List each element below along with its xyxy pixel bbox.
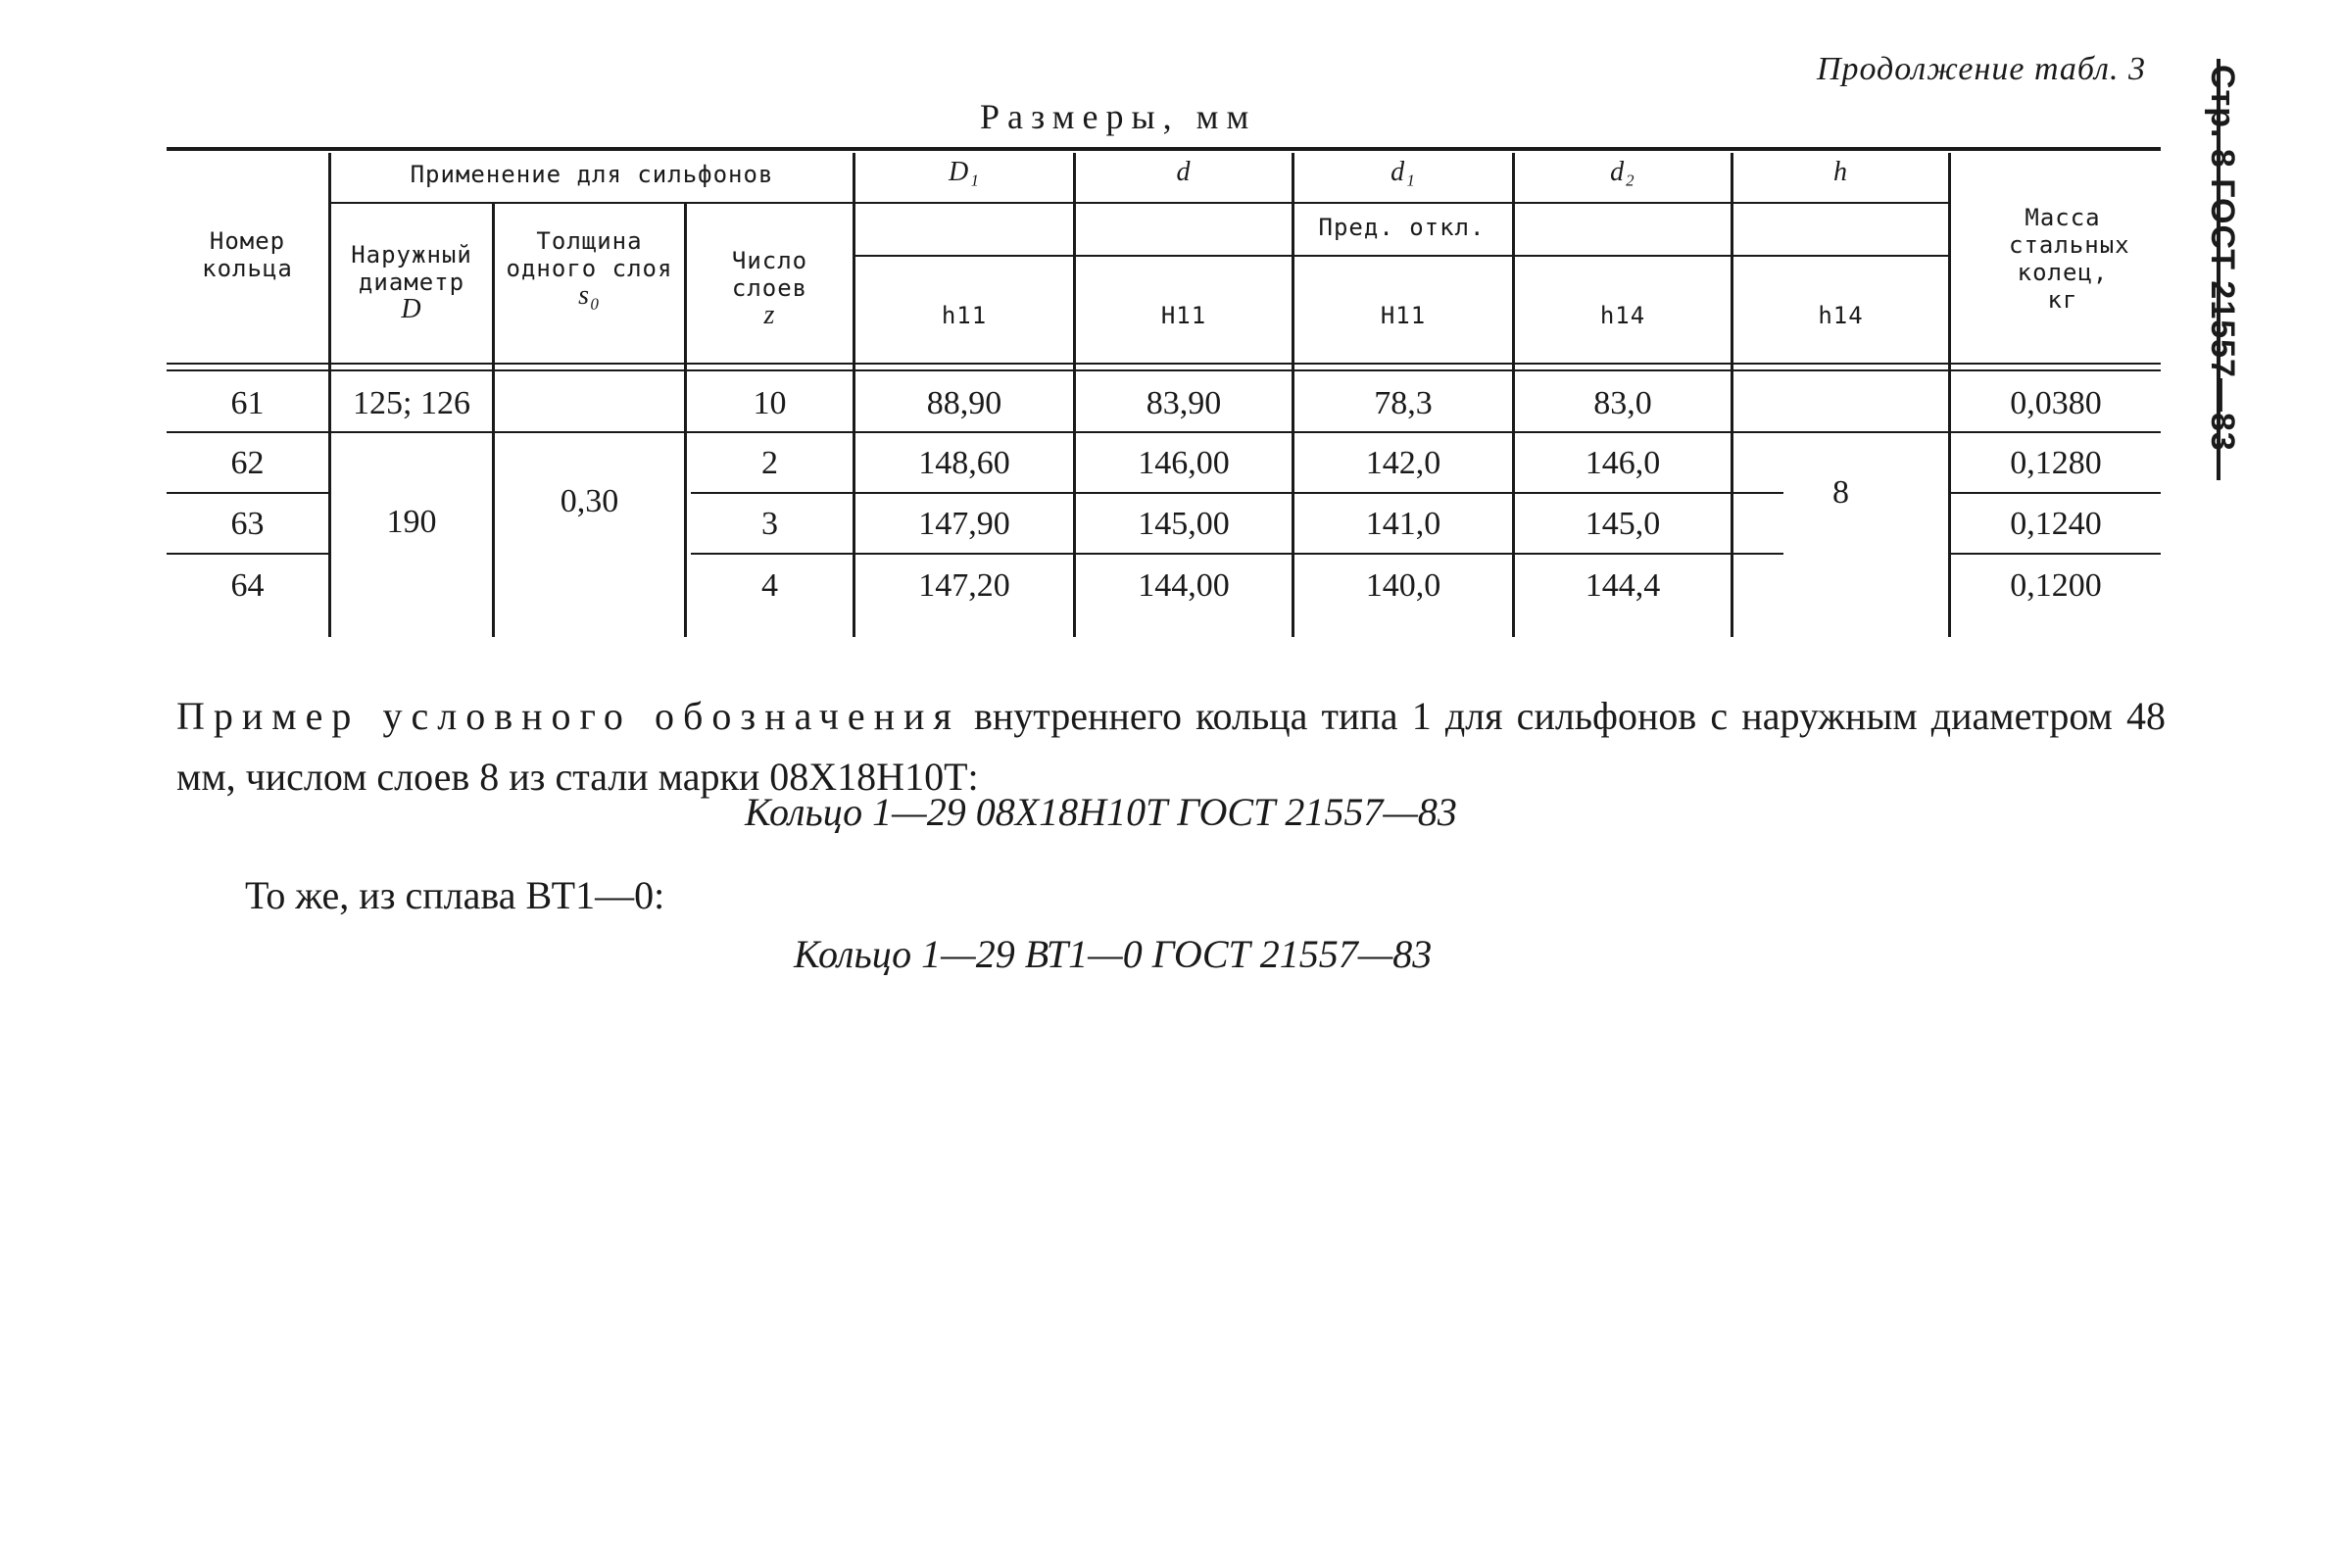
header-d1-label: d₁ — [1391, 157, 1416, 187]
cell-mass: 0,1200 — [2010, 567, 2102, 604]
cell-outer-diameter-merged: 190 — [386, 504, 437, 540]
cell-layers: 10 — [753, 385, 787, 421]
header-d1 — [1294, 159, 1512, 186]
dimensions-table — [167, 147, 2161, 642]
header-D1 — [855, 159, 1073, 186]
cell-D1: 147,20 — [918, 567, 1010, 604]
cell-layers: 2 — [761, 445, 778, 481]
table-top-rule — [167, 147, 2161, 151]
page-header-vertical: Стр. 8 ГОСТ 21557—83 — [2204, 65, 2241, 452]
cell-d1: 78,3 — [1374, 385, 1433, 421]
cell-d2: 144,4 — [1585, 567, 1661, 604]
header-outer-diameter-symbol: D — [401, 294, 422, 324]
cell-layers: 3 — [761, 506, 778, 542]
cell-d1: 140,0 — [1365, 567, 1441, 604]
header-d — [1076, 159, 1292, 186]
header-layer-count-label: Число слоев — [731, 247, 808, 302]
cell-D1: 148,60 — [918, 445, 1010, 481]
header-layer-thickness — [495, 227, 684, 310]
tol-D1: h11 — [941, 302, 988, 329]
cell-ring: 64 — [230, 567, 265, 604]
header-application: Применение для сильфонов — [410, 161, 774, 188]
cell-thickness-merged: 0,30 — [560, 483, 619, 519]
row-rule-2 — [167, 492, 331, 494]
header-ring-number: Номер кольца — [202, 227, 293, 282]
designation-example-1: Кольцо 1—29 08Х18Н10Т ГОСТ 21557—83 — [745, 790, 1457, 834]
tol-h: h14 — [1818, 302, 1864, 329]
cell-mass: 0,1280 — [2010, 445, 2102, 481]
cell-d2: 83,0 — [1593, 385, 1652, 421]
header-layer-count — [687, 247, 853, 329]
cell-h-merged: 8 — [1832, 474, 1849, 511]
application-underline — [331, 202, 855, 204]
tol-d2: h14 — [1599, 302, 1646, 329]
cell-layers: 4 — [761, 567, 778, 604]
header-tolerance: Пред. откл. — [1318, 214, 1486, 241]
header-h — [1733, 159, 1948, 186]
cell-d1: 141,0 — [1365, 506, 1441, 542]
units-caption: Размеры, мм — [980, 97, 1257, 136]
designation-example-2: Кольцо 1—29 ВТ1—0 ГОСТ 21557—83 — [794, 932, 1433, 976]
dims-underline — [855, 202, 1948, 204]
header-bottom-rule-1 — [167, 363, 2161, 365]
cell-d: 83,90 — [1146, 385, 1222, 421]
cell-ring: 62 — [230, 445, 265, 481]
header-d2-label: d₂ — [1610, 157, 1635, 187]
header-layer-thickness-label: Толщина одного слоя — [506, 227, 673, 282]
row-rule-3 — [167, 553, 331, 555]
table-continuation-label: Продолжение табл. 3 — [1816, 51, 2146, 87]
header-D1-label: D₁ — [949, 157, 980, 187]
row-rule-3c — [1948, 553, 2161, 555]
cell-d2: 145,0 — [1585, 506, 1661, 542]
cell-D1: 147,90 — [918, 506, 1010, 542]
example-paragraph-rest: внутреннего кольца типа 1 для сильфонов с наружным диаметром 48 мм, числом слоев 8 из стали марки 08Х18Н10Т: — [176, 694, 2167, 799]
header-layer-count-symbol: z — [763, 300, 776, 330]
header-layer-thickness-symbol: s₀ — [578, 280, 601, 311]
row-rule-1 — [167, 431, 2161, 433]
tol-d: H11 — [1160, 302, 1207, 329]
tol-underline — [855, 255, 1948, 257]
row-rule-2c — [1948, 492, 2161, 494]
tol-d1: H11 — [1380, 302, 1427, 329]
cell-mass: 0,0380 — [2010, 385, 2102, 421]
alloy-paragraph: То же, из сплава ВТ1—0: — [245, 873, 665, 917]
example-paragraph-lead: Пример условного обозначения — [176, 694, 960, 738]
cell-ring: 61 — [230, 385, 265, 421]
header-d2 — [1515, 159, 1731, 186]
header-outer-diameter-label: Наружный диаметр — [351, 241, 472, 296]
cell-d1: 142,0 — [1365, 445, 1441, 481]
cell-ring: 63 — [230, 506, 265, 542]
cell-D1: 88,90 — [926, 385, 1002, 421]
header-mass: Масса стальных колец, кг — [2009, 204, 2130, 314]
header-d-label: d — [1176, 157, 1192, 187]
header-bottom-rule-2 — [167, 369, 2161, 371]
cell-d: 146,00 — [1138, 445, 1230, 481]
cell-d2: 146,0 — [1585, 445, 1661, 481]
header-h-label: h — [1833, 157, 1848, 187]
cell-outer-diameter: 125; 126 — [353, 385, 470, 421]
cell-d: 144,00 — [1138, 567, 1230, 604]
header-outer-diameter — [331, 241, 492, 323]
cell-d: 145,00 — [1138, 506, 1230, 542]
cell-mass: 0,1240 — [2010, 506, 2102, 542]
